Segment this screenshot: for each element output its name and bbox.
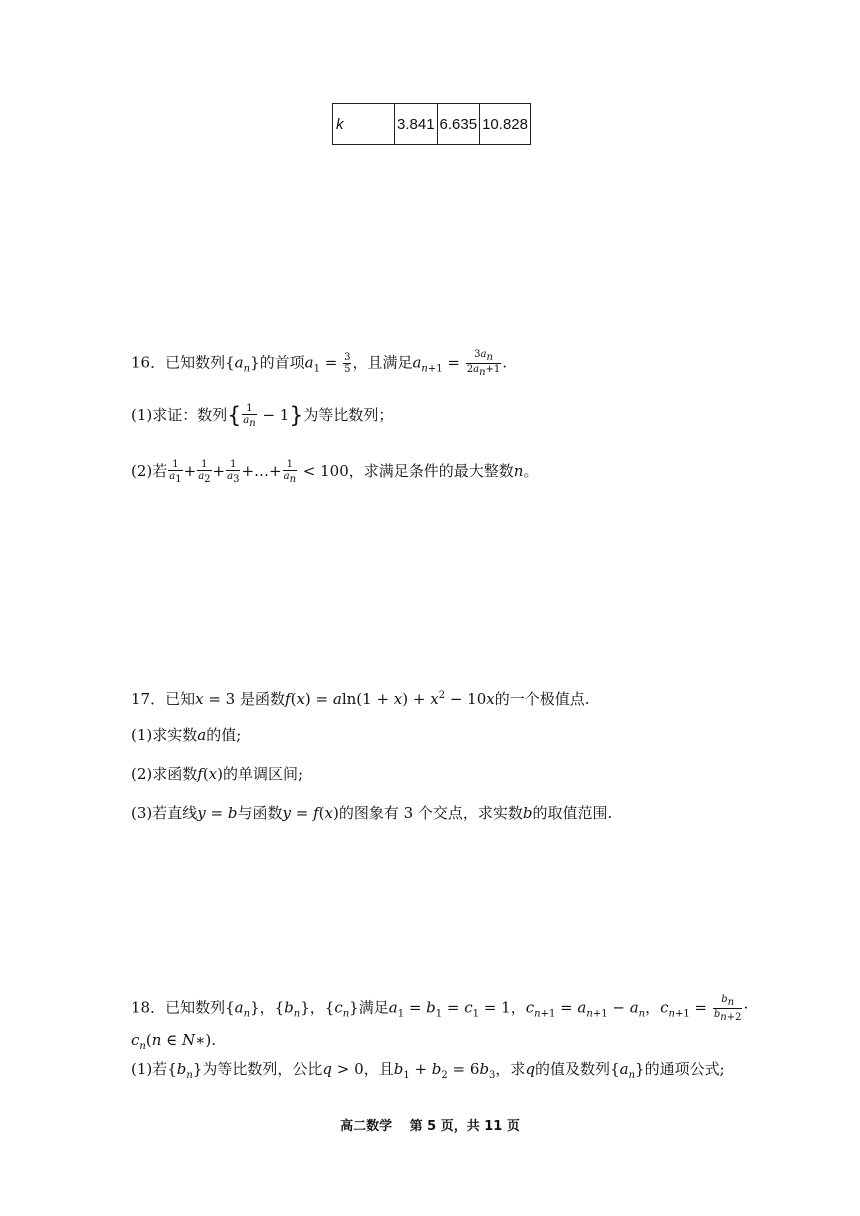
text: 已知数列 <box>165 998 226 1017</box>
text: 的通项公式; <box>644 1060 725 1078</box>
text: 为等比数列，公比 <box>202 1060 323 1078</box>
question-17-part-2: (2)求函数f(x)的单调区间; <box>131 765 304 783</box>
question-17-part-1: (1)求实数a的值; <box>131 726 242 744</box>
text: 求证：数列 <box>152 406 228 424</box>
text: ，且 <box>363 1060 394 1078</box>
part-tag: (2) <box>131 462 153 480</box>
fraction: $\frac{3a_n}{2a_n+1}$ <box>466 349 501 378</box>
question-18-stem: 18．已知数列$\{a_n\}$，$\{b_n\}$，$\{c_n\}$满足$a_1 = b_1 = c_1 = 1$，$c_{n+1} = a_{n+1} - a_n$，$c_{n+1}$ = $\frac{b_n}{b_{n+2}}$ · <box>131 994 749 1023</box>
question-17-part-3: (3)若直线y = b与函数y = f(x)的图象有 3 个交点，求实数b的取值范围. <box>131 804 613 822</box>
text: 满足 <box>358 998 389 1017</box>
table-cell: 6.635 <box>437 104 480 145</box>
text: (1)求实数 <box>131 726 198 744</box>
question-number: 17． <box>131 690 166 708</box>
text: 为等比数列； <box>303 406 394 424</box>
text: 的图象有 3 个交点，求实数 <box>338 804 523 822</box>
text: 是函数 <box>240 690 286 708</box>
table-cell: 3.841 <box>395 104 438 145</box>
text: ，且满足 <box>352 353 413 372</box>
question-number: 18． <box>131 998 166 1017</box>
text: ，求 <box>495 1060 526 1078</box>
text: 的取值范围. <box>532 804 613 822</box>
text: 的首项 <box>259 353 305 372</box>
text: (3)若直线 <box>131 804 198 822</box>
question-16-part-2: (2)若 $\frac{1}{a_1}$ + $\frac{1}{a_2}$ + $\frac{1}{a_3}$ +…+ $\frac{1}{a_n}$ < 100，求满足条件的最大整数n。 <box>131 459 539 485</box>
text: 。 <box>523 462 539 480</box>
table-label-cell: k <box>333 104 395 145</box>
page-footer: 高二数学 第 5 页，共 11 页 <box>340 1119 520 1134</box>
fraction: $\frac{1}{a_n}$ <box>243 403 256 429</box>
text: 的值; <box>206 726 242 744</box>
text: ，求满足条件的最大整数 <box>348 462 514 480</box>
question-18-part-1: (1)若$\{b_n\}$为等比数列，公比q > 0，且$b_1 + b_2 = 6b_3$，求q的值及数列$\{a_n\}$的通项公式; <box>131 1060 725 1081</box>
text: 已知 <box>165 690 196 708</box>
question-17-stem: 17．已知x = 3 是函数$f(x) = aln(1 + x) + x^2 - 10x$的一个极值点. <box>131 690 590 708</box>
part-tag: (1) <box>131 406 153 424</box>
text: (2)求函数 <box>131 765 198 783</box>
text: 已知数列 <box>165 353 226 372</box>
text: 的单调区间; <box>223 765 304 783</box>
text: 的一个极值点. <box>494 690 590 708</box>
text: (1)若 <box>131 1060 168 1078</box>
table-cell: 10.828 <box>480 104 531 145</box>
fraction: $\frac{3}{5}$ <box>344 352 351 375</box>
question-16-part-1: (1)求证：数列{ $\frac{1}{a_n}$ − 1}为等比数列； <box>131 403 394 429</box>
question-number: 16． <box>131 353 166 372</box>
text: 与函数 <box>237 804 283 822</box>
text: 若 <box>152 462 168 480</box>
table-row <box>333 104 531 145</box>
question-16-stem: 16．已知数列$\{a_n\}$的首项$a_1$ = $\frac{3}{5}$ ，且满足$a_{n+1}$ = $\frac{3a_n}{2a_n+1}$ . <box>131 349 508 378</box>
question-18-stem-cont: $c_n(n$ ∈ N∗). <box>131 1031 216 1052</box>
text: 的值及数列 <box>535 1060 611 1078</box>
critical-value-table <box>332 103 531 145</box>
